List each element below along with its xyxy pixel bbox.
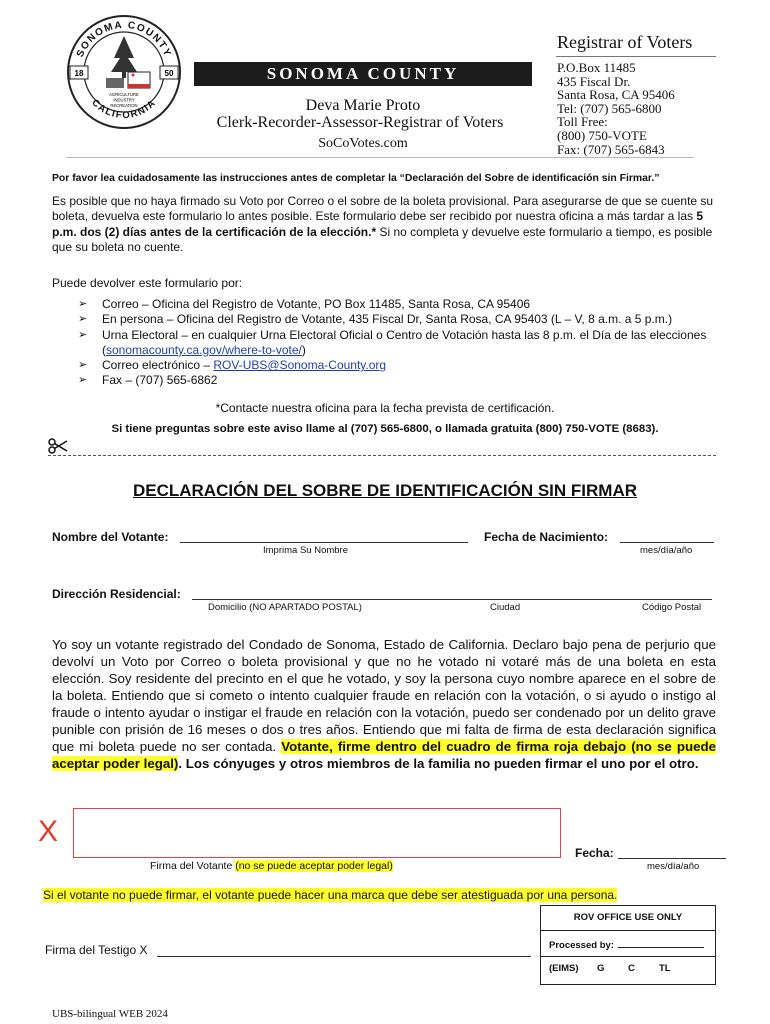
eims-label: (EIMS) bbox=[549, 963, 579, 974]
declaration-text: Yo soy un votante registrado del Condado de Sonoma, Estado de California. Declaro bajo pena de perjurio que devolví un Voto por Correo o boleta provisional y que no he votado ni votaré más de una boleta en esta elección. Soy residente del precinto en el que he votado, y soy la persona cuyo nombre aparece en el sobre de la boleta. Entiendo que si cometo o intento cualquier fraude en relación con la votación, o si ayudo o instigo al fraude o intento ayudar o instigar el fraude en relación con la votación, puedo ser condenado por un delito grave punible con prisión de 16 meses o dos o tres años. Entiendo que mi falta de firma de esta declaración significa que mi boleta puede no ser contada. bbox=[52, 637, 716, 754]
header-divider bbox=[66, 157, 694, 158]
seal-bottom-text: CALIFORNIA bbox=[89, 97, 159, 122]
certification-note: *Contacte nuestra oficina para la fecha prevista de certificación. bbox=[215, 401, 555, 415]
city-hint: Ciudad bbox=[490, 602, 521, 613]
dob-hint: mes/día/año bbox=[640, 545, 693, 556]
arrow-bullet-icon: ➢ bbox=[78, 328, 88, 341]
address-line: 435 Fiscal Dr. bbox=[557, 73, 631, 89]
processed-by-label: Processed by: bbox=[549, 940, 614, 951]
intro-deadline: 5 p.m. dos (2) días antes de la certificación de la elección.* bbox=[52, 209, 704, 239]
processed-row bbox=[541, 939, 715, 951]
scissors-icon bbox=[48, 438, 68, 454]
website-text: SoCoVotes.com bbox=[318, 136, 408, 151]
method-email: Correo electrónico – bbox=[102, 358, 214, 373]
signature-x-mark: X bbox=[38, 815, 59, 848]
street-hint: Domicilio (NO APARTADO POSTAL) bbox=[208, 602, 362, 613]
signature-date-label: Fecha: bbox=[575, 846, 614, 860]
address-line: Toll Free: bbox=[557, 114, 608, 130]
declaration-family-note: . Los cónyuges y otros miembros de la familia no pueden firmar el uno por el otro. bbox=[178, 756, 699, 771]
witness-signature-label: Firma del Testigo X bbox=[45, 943, 148, 957]
address-line: Fax: (707) 565-6843 bbox=[557, 141, 665, 157]
method-ballot-box: Urna Electoral – en cualquier Urna Electoral Oficial o Centro de Votación hasta las 8 p.m. el Día de las elecciones ( bbox=[102, 327, 707, 357]
signature-caption-highlight: (no se puede aceptar poder legal) bbox=[235, 860, 393, 872]
list-item bbox=[78, 297, 718, 312]
arrow-bullet-icon: ➢ bbox=[78, 359, 88, 372]
county-name-banner: SONOMA COUNTY bbox=[194, 62, 532, 86]
address-label: Dirección Residencial: bbox=[52, 587, 181, 601]
list-item bbox=[78, 373, 718, 388]
seal-line-3: RECREATION bbox=[110, 103, 138, 108]
signature-date-hint: mes/día/año bbox=[647, 861, 700, 872]
email-link[interactable]: ROV-UBS@Sonoma-County.org bbox=[213, 358, 387, 373]
zip-hint: Código Postal bbox=[642, 602, 702, 613]
witness-signature-field[interactable] bbox=[157, 945, 531, 957]
address-line: P.O.Box 11485 bbox=[557, 60, 636, 75]
witness-mark-note: Si el votante no puede firmar, el votante puede hacer una marca que debe ser atestiguada por una persona. bbox=[43, 888, 618, 902]
county-seal-logo bbox=[66, 14, 182, 130]
intro-paragraph bbox=[52, 194, 720, 255]
where-to-vote-link[interactable]: sonomacounty.ca.gov/where-to-vote/ bbox=[106, 342, 302, 357]
voter-name-label: Nombre del Votante: bbox=[52, 530, 169, 544]
method-mail: Correo – Oficina del Registro de Votante, PO Box 11485, Santa Rosa, CA 95406 bbox=[102, 297, 531, 311]
arrow-bullet-icon: ➢ bbox=[78, 374, 88, 387]
signature-caption-text: Firma del Votante bbox=[150, 860, 236, 872]
address-field[interactable] bbox=[192, 588, 712, 600]
code-g: G bbox=[597, 963, 605, 974]
instructions-heading: Por favor lea cuidadosamente las instrucciones antes de completar la “Declaración del Sobre de identificación sin Firmar.” bbox=[52, 173, 660, 184]
return-methods-list bbox=[78, 297, 718, 389]
address-line: Tel: (707) 565-6800 bbox=[557, 100, 662, 116]
office-title-rule bbox=[556, 56, 716, 57]
voter-name-field[interactable] bbox=[180, 531, 468, 543]
office-use-divider bbox=[541, 956, 715, 957]
address-line: (800) 750-VOTE bbox=[557, 127, 647, 143]
dob-label: Fecha de Nacimiento: bbox=[484, 530, 609, 544]
office-title: Registrar of Voters bbox=[557, 32, 693, 52]
seal-line-2: INDUSTRY bbox=[113, 97, 135, 103]
seal-top-text: SONOMA COUNTY bbox=[74, 19, 174, 60]
declaration-paragraph bbox=[52, 636, 716, 772]
office-address bbox=[557, 61, 675, 156]
dob-field[interactable] bbox=[620, 531, 714, 543]
official-name: Deva Marie Proto bbox=[305, 97, 421, 114]
list-item bbox=[78, 358, 718, 373]
code-c: C bbox=[628, 963, 635, 974]
method-in-person: En persona – Oficina del Registro de Votante, 435 Fiscal Dr, Santa Rosa, CA 95403 (L – V, 8 a.m. a 5 p.m.) bbox=[102, 312, 673, 327]
method-fax: Fax – (707) 565-6862 bbox=[102, 373, 218, 388]
arrow-bullet-icon: ➢ bbox=[78, 313, 88, 326]
voter-signature-box[interactable] bbox=[73, 808, 561, 858]
return-methods-label: Puede devolver este formulario por: bbox=[52, 276, 243, 290]
list-item bbox=[78, 328, 718, 359]
seal-line-1: AGRICULTURE bbox=[109, 92, 139, 97]
signature-date-field[interactable] bbox=[618, 847, 726, 859]
intro-text-a: Es posible que no haya firmado su Voto por Correo o el sobre de la boleta provisional. Para asegurarse de que se cuente su boleta, devuelva este formulario lo antes posible. Este formulario debe ser recibido por nuestra oficina a más tardar a las bbox=[52, 194, 714, 224]
office-use-title: ROV OFFICE USE ONLY bbox=[573, 912, 683, 923]
list-item bbox=[78, 312, 718, 327]
form-code-footer: UBS-bilingual WEB 2024 bbox=[52, 1008, 168, 1020]
office-use-box bbox=[540, 905, 716, 985]
official-title: Clerk-Recorder-Assessor-Registrar of Voters bbox=[216, 114, 504, 131]
questions-note: Si tiene preguntas sobre este aviso llame al (707) 565-6800, o llamada gratuita (800) 750-VOTE (8683). bbox=[111, 423, 659, 435]
sign-instruction-highlight: Votante, firme dentro del cuadro de firma roja debajo (no se puede aceptar poder legal) bbox=[52, 739, 717, 771]
arrow-bullet-icon: ➢ bbox=[78, 298, 88, 310]
cut-line bbox=[48, 455, 716, 456]
signature-caption bbox=[150, 860, 393, 872]
method-ballot-box-end: ) bbox=[301, 342, 306, 357]
intro-text-b: Si no completa y devuelve este formulario a tiempo, es posible que su boleta no cuente. bbox=[52, 224, 713, 254]
seal-year-right: 50 bbox=[164, 69, 174, 78]
address-line: Santa Rosa, CA 95406 bbox=[557, 87, 675, 103]
voter-name-hint: Imprima Su Nombre bbox=[263, 545, 348, 556]
code-tl: TL bbox=[659, 963, 671, 974]
processed-by-field[interactable] bbox=[618, 939, 704, 948]
office-use-divider bbox=[541, 930, 715, 931]
form-title: DECLARACIÓN DEL SOBRE DE IDENTIFICACIÓN SIN FIRMAR bbox=[132, 481, 638, 500]
seal-year-left: 18 bbox=[74, 69, 84, 78]
